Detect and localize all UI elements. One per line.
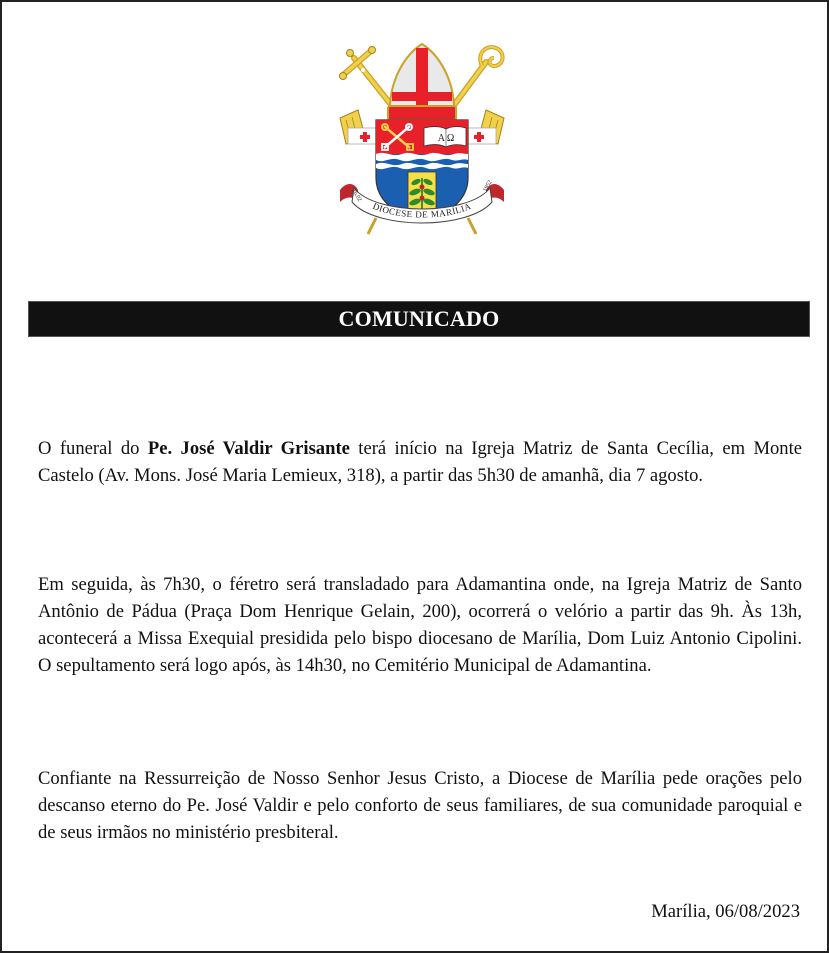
right-date: 1952	[482, 179, 494, 193]
place-and-date: Marília, 06/08/2023	[651, 901, 800, 922]
left-date: 16.02	[350, 188, 363, 203]
mitre-icon	[388, 44, 456, 120]
diocese-coat-of-arms-logo	[336, 40, 508, 240]
paragraph-lead: O funeral do	[38, 438, 148, 459]
paragraph-funeral-announcement	[38, 435, 802, 489]
book-alpha-omega-icon	[424, 127, 466, 147]
paragraph-schedule: Em seguida, às 7h30, o féretro será transladado para Adamantina onde, na Igreja Matriz de Santo Antônio de Pádua (Praça Dom Henrique Gelain, 200), ocorrerá o velório a partir das 9h. Às 13h, acontecerá a Missa Exequial presidida pelo bispo diocesano de Marília, Dom Luiz Antonio Cipolini. O sepultamento será logo após, às 14h30, no Cemitério Municipal de Adamantina.	[38, 574, 802, 676]
book-letters: Α Ω	[437, 133, 455, 144]
paragraph-prayer-request: Confiante na Ressurreição de Nosso Senhor Jesus Cristo, a Diocese de Marília pede orações pelo descanso eterno do Pe. José Valdir e pelo conforto de seus familiares, de sua comunidade paroquial e de seus irmãos no ministério presbiteral.	[38, 768, 802, 843]
priest-name: Pe. José Valdir Grisante	[147, 438, 350, 459]
page-title: COMUNICADO	[338, 306, 500, 331]
title-banner	[28, 301, 810, 337]
paragraph-rest: terá início na Igreja Matriz de Santa Cecília, em Monte Castelo (Av. Mons. José Maria Lemieux, 318), a partir das 5h30 de amanhã, dia 7 agosto.	[38, 438, 802, 486]
motto-text: DIOCESE DE MARÍLIA	[371, 200, 473, 220]
